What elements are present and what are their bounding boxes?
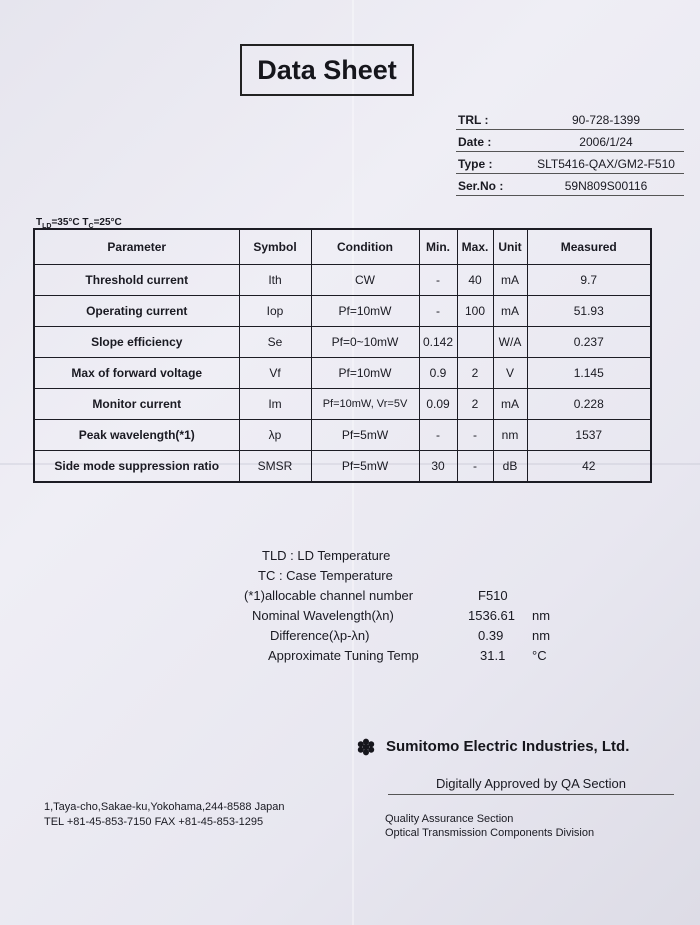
note-difference-label: Difference(λp-λn) (270, 628, 370, 643)
cell-condition: Pf=5mW (311, 451, 419, 483)
cell-max: - (457, 451, 493, 483)
cell-symbol: Iop (239, 296, 311, 327)
cell-min: - (419, 296, 457, 327)
note-nominal-value: 1536.61 (468, 608, 515, 623)
cell-measured: 1537 (527, 420, 651, 451)
cell-symbol: λp (239, 420, 311, 451)
meta-row-trl (456, 108, 684, 130)
meta-row-type (456, 152, 684, 174)
address-line: 1,Taya-cho,Sakae-ku,Yokohama,244-8588 Japan (44, 801, 285, 813)
meta-label: Date : (458, 135, 492, 149)
meta-label: TRL : (458, 113, 489, 127)
cell-max: 100 (457, 296, 493, 327)
cell-condition: Pf=10mW, Vr=5V (311, 389, 419, 420)
table-row (34, 358, 651, 389)
cell-measured: 1.145 (527, 358, 651, 389)
cell-unit: dB (493, 451, 527, 483)
cell-unit: mA (493, 389, 527, 420)
meta-row-date (456, 130, 684, 152)
cell-condition: CW (311, 265, 419, 296)
cell-parameter: Side mode suppression ratio (34, 451, 239, 483)
note-tuning-value: 31.1 (480, 648, 506, 663)
cell-symbol: Im (239, 389, 311, 420)
header-unit: Unit (493, 229, 527, 265)
meta-label: Ser.No : (458, 179, 504, 193)
cell-max: 2 (457, 358, 493, 389)
table-row (34, 420, 651, 451)
note-tc: TC : Case Temperature (258, 568, 393, 583)
meta-value: SLT5416-QAX/GM2-F510 (537, 157, 675, 171)
cell-unit: mA (493, 265, 527, 296)
table-row (34, 327, 651, 358)
cell-condition: Pf=0~10mW (311, 327, 419, 358)
cell-condition: Pf=5mW (311, 420, 419, 451)
division-block (385, 812, 594, 840)
table-row (34, 265, 651, 296)
address-block (44, 800, 285, 830)
cell-measured: 9.7 (527, 265, 651, 296)
note-difference-value: 0.39 (478, 628, 504, 643)
note-nominal-unit: nm (532, 608, 551, 623)
meta-value: 59N809S00116 (564, 179, 648, 193)
cell-min: 0.9 (419, 358, 457, 389)
table-header-row (34, 229, 651, 265)
cell-min: 0.142 (419, 327, 457, 358)
cell-unit: W/A (493, 327, 527, 358)
meta-block (456, 108, 684, 196)
t-ld-subscript: LD (42, 223, 52, 230)
cell-symbol: Ith (239, 265, 311, 296)
note-nominal-label: Nominal Wavelength(λn) (252, 608, 394, 623)
meta-value: 90-728-1399 (571, 113, 641, 127)
sumitomo-logo-icon (352, 738, 380, 761)
cell-min: 0.09 (419, 389, 457, 420)
header-condition: Condition (311, 229, 419, 265)
section-name: Quality Assurance Section (385, 813, 514, 825)
cell-parameter: Max of forward voltage (34, 358, 239, 389)
header-min: Min. (419, 229, 457, 265)
cell-min: - (419, 420, 457, 451)
cell-symbol: SMSR (239, 451, 311, 483)
cell-parameter: Operating current (34, 296, 239, 327)
cell-unit: mA (493, 296, 527, 327)
cell-condition: Pf=10mW (311, 296, 419, 327)
cell-max: 2 (457, 389, 493, 420)
page-title: Data Sheet (240, 44, 414, 96)
cell-condition: Pf=10mW (311, 358, 419, 389)
cell-symbol: Vf (239, 358, 311, 389)
spec-table (33, 228, 652, 483)
cell-parameter: Peak wavelength(*1) (34, 420, 239, 451)
cell-measured: 0.237 (527, 327, 651, 358)
cell-unit: V (493, 358, 527, 389)
header-max: Max. (457, 229, 493, 265)
table-row (34, 389, 651, 420)
note-tld: TLD : LD Temperature (262, 548, 391, 563)
header-symbol: Symbol (239, 229, 311, 265)
division-name: Optical Transmission Components Division (385, 827, 595, 839)
cell-measured: 51.93 (527, 296, 651, 327)
contact-line: TEL +81-45-853-7150 FAX +81-45-853-1295 (44, 816, 264, 828)
cell-unit: nm (493, 420, 527, 451)
approval-line: Digitally Approved by QA Section (388, 776, 674, 795)
table-row (34, 296, 651, 327)
cell-measured: 42 (527, 451, 651, 483)
t-c-symbol: T (82, 217, 89, 228)
note-difference-unit: nm (532, 628, 551, 643)
note-channel-label: (*1)allocable channel number (244, 588, 414, 603)
t-ld-symbol: T (36, 217, 43, 228)
meta-row-serial (456, 174, 684, 196)
t-c-subscript: C (88, 223, 94, 230)
cell-max (457, 327, 493, 358)
meta-value: 2006/1/24 (579, 135, 633, 149)
cell-max: 40 (457, 265, 493, 296)
note-channel-value: F510 (478, 588, 508, 603)
note-tuning-label: Approximate Tuning Temp (268, 648, 419, 663)
meta-label: Type : (458, 157, 493, 171)
note-tuning-unit: °C (532, 648, 547, 663)
cell-measured: 0.228 (527, 389, 651, 420)
cell-min: 30 (419, 451, 457, 483)
company-name: Sumitomo Electric Industries, Ltd. (386, 738, 630, 755)
header-parameter: Parameter (34, 229, 239, 265)
header-measured: Measured (527, 229, 651, 265)
cell-parameter: Monitor current (34, 389, 239, 420)
t-ld-value: =35°C (51, 217, 80, 228)
table-row (34, 451, 651, 483)
cell-parameter: Slope efficiency (34, 327, 239, 358)
t-c-value: =25°C (93, 217, 122, 228)
cell-symbol: Se (239, 327, 311, 358)
cell-parameter: Threshold current (34, 265, 239, 296)
cell-max: - (457, 420, 493, 451)
cell-min: - (419, 265, 457, 296)
